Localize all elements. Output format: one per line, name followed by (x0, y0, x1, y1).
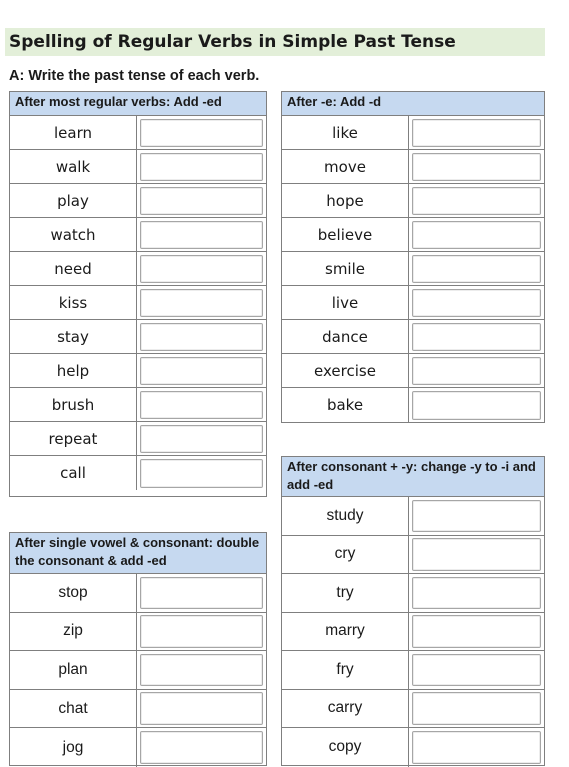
verb-row (282, 354, 544, 388)
answer-cell (137, 184, 266, 217)
answer-cell (409, 613, 544, 651)
verb-row (282, 320, 544, 354)
verb-row (10, 574, 266, 613)
answer-input[interactable] (140, 255, 263, 283)
verb-word: brush (10, 388, 137, 421)
verb-row (10, 651, 266, 690)
y-to-i-table (281, 456, 545, 766)
answer-cell (409, 184, 544, 217)
answer-input[interactable] (140, 187, 263, 215)
verb-word: smile (282, 252, 409, 285)
answer-cell (409, 388, 544, 422)
answer-input[interactable] (412, 323, 541, 351)
answer-cell (137, 613, 266, 651)
verb-word: learn (10, 116, 137, 149)
answer-cell (409, 116, 544, 149)
verb-row (282, 150, 544, 184)
answer-cell (137, 354, 266, 387)
table-header: After consonant + -y: change -y to -i and add -ed (282, 457, 544, 497)
verb-row (10, 728, 266, 767)
answer-input[interactable] (140, 289, 263, 317)
verb-row (10, 184, 266, 218)
verb-word: like (282, 116, 409, 149)
answer-cell (137, 150, 266, 183)
table-header: After most regular verbs: Add -ed (10, 92, 266, 116)
verb-row (282, 218, 544, 252)
answer-cell (137, 116, 266, 149)
verb-word: help (10, 354, 137, 387)
verb-word: live (282, 286, 409, 319)
verb-word: carry (282, 690, 409, 728)
answer-input[interactable] (140, 221, 263, 249)
answer-input[interactable] (140, 731, 263, 765)
add-d-table (281, 91, 545, 423)
verb-row (10, 286, 266, 320)
answer-input[interactable] (412, 357, 541, 385)
verb-row (282, 116, 544, 150)
answer-input[interactable] (140, 692, 263, 725)
verb-row (282, 252, 544, 286)
answer-input[interactable] (412, 221, 541, 249)
answer-cell (137, 456, 266, 490)
verb-row (10, 320, 266, 354)
answer-cell (409, 728, 544, 767)
verb-row (10, 422, 266, 456)
answer-input[interactable] (412, 654, 541, 687)
answer-cell (137, 286, 266, 319)
verb-word: chat (10, 690, 137, 728)
answer-input[interactable] (412, 538, 541, 571)
answer-cell (137, 690, 266, 728)
verb-row (10, 150, 266, 184)
answer-input[interactable] (412, 577, 541, 610)
verb-word: watch (10, 218, 137, 251)
answer-cell (137, 651, 266, 689)
answer-cell (409, 218, 544, 251)
verb-row (282, 613, 544, 652)
answer-input[interactable] (140, 615, 263, 648)
answer-input[interactable] (412, 731, 541, 765)
verb-word: stay (10, 320, 137, 353)
answer-input[interactable] (412, 119, 541, 147)
answer-cell (409, 286, 544, 319)
verb-word: dance (282, 320, 409, 353)
add-ed-table (9, 91, 267, 497)
instruction-text: A: Write the past tense of each verb. (9, 68, 260, 84)
answer-cell (409, 574, 544, 612)
answer-cell (137, 574, 266, 612)
verb-row (10, 456, 266, 490)
answer-input[interactable] (140, 323, 263, 351)
verb-word: hope (282, 184, 409, 217)
verb-row (10, 218, 266, 252)
verb-row (10, 690, 266, 729)
verb-row (10, 354, 266, 388)
answer-input[interactable] (140, 654, 263, 687)
verb-word: study (282, 497, 409, 535)
verb-word: cry (282, 536, 409, 574)
answer-cell (409, 690, 544, 728)
verb-word: exercise (282, 354, 409, 387)
double-consonant-table (9, 532, 267, 766)
verb-row (282, 184, 544, 218)
verb-word: marry (282, 613, 409, 651)
verb-word: repeat (10, 422, 137, 455)
answer-cell (409, 354, 544, 387)
verb-row (282, 536, 544, 575)
answer-cell (137, 218, 266, 251)
verb-row (282, 728, 544, 767)
answer-input[interactable] (412, 289, 541, 317)
verb-word: zip (10, 613, 137, 651)
answer-input[interactable] (140, 459, 263, 488)
answer-input[interactable] (140, 119, 263, 147)
answer-input[interactable] (412, 615, 541, 648)
answer-cell (137, 728, 266, 767)
verb-word: play (10, 184, 137, 217)
verb-row (282, 497, 544, 536)
verb-word: try (282, 574, 409, 612)
verb-row (10, 252, 266, 286)
answer-input[interactable] (140, 357, 263, 385)
answer-cell (137, 422, 266, 455)
verb-row (10, 388, 266, 422)
table-header: After -e: Add -d (282, 92, 544, 116)
verb-row (282, 651, 544, 690)
answer-cell (137, 388, 266, 421)
verb-word: copy (282, 728, 409, 767)
answer-cell (137, 320, 266, 353)
answer-cell (409, 252, 544, 285)
answer-input[interactable] (140, 391, 263, 419)
verb-word: bake (282, 388, 409, 422)
answer-input[interactable] (412, 692, 541, 725)
verb-word: move (282, 150, 409, 183)
verb-row (10, 116, 266, 150)
answer-input[interactable] (412, 500, 541, 533)
answer-input[interactable] (140, 577, 263, 610)
verb-word: need (10, 252, 137, 285)
answer-cell (409, 320, 544, 353)
verb-word: stop (10, 574, 137, 612)
worksheet-title: Spelling of Regular Verbs in Simple Past Tense (5, 28, 545, 56)
answer-cell (409, 497, 544, 535)
verb-word: believe (282, 218, 409, 251)
verb-word: call (10, 456, 137, 490)
answer-cell (137, 252, 266, 285)
verb-word: fry (282, 651, 409, 689)
answer-input[interactable] (140, 425, 263, 453)
verb-word: plan (10, 651, 137, 689)
answer-input[interactable] (412, 255, 541, 283)
verb-row (10, 613, 266, 652)
verb-row (282, 388, 544, 422)
verb-row (282, 286, 544, 320)
verb-word: jog (10, 728, 137, 767)
answer-input[interactable] (412, 187, 541, 215)
answer-input[interactable] (412, 153, 541, 181)
answer-cell (409, 651, 544, 689)
table-header: After single vowel & consonant: double the consonant & add -ed (10, 533, 266, 574)
verb-row (282, 574, 544, 613)
verb-word: kiss (10, 286, 137, 319)
answer-input[interactable] (140, 153, 263, 181)
verb-word: walk (10, 150, 137, 183)
answer-input[interactable] (412, 391, 541, 420)
verb-row (282, 690, 544, 729)
answer-cell (409, 536, 544, 574)
answer-cell (409, 150, 544, 183)
